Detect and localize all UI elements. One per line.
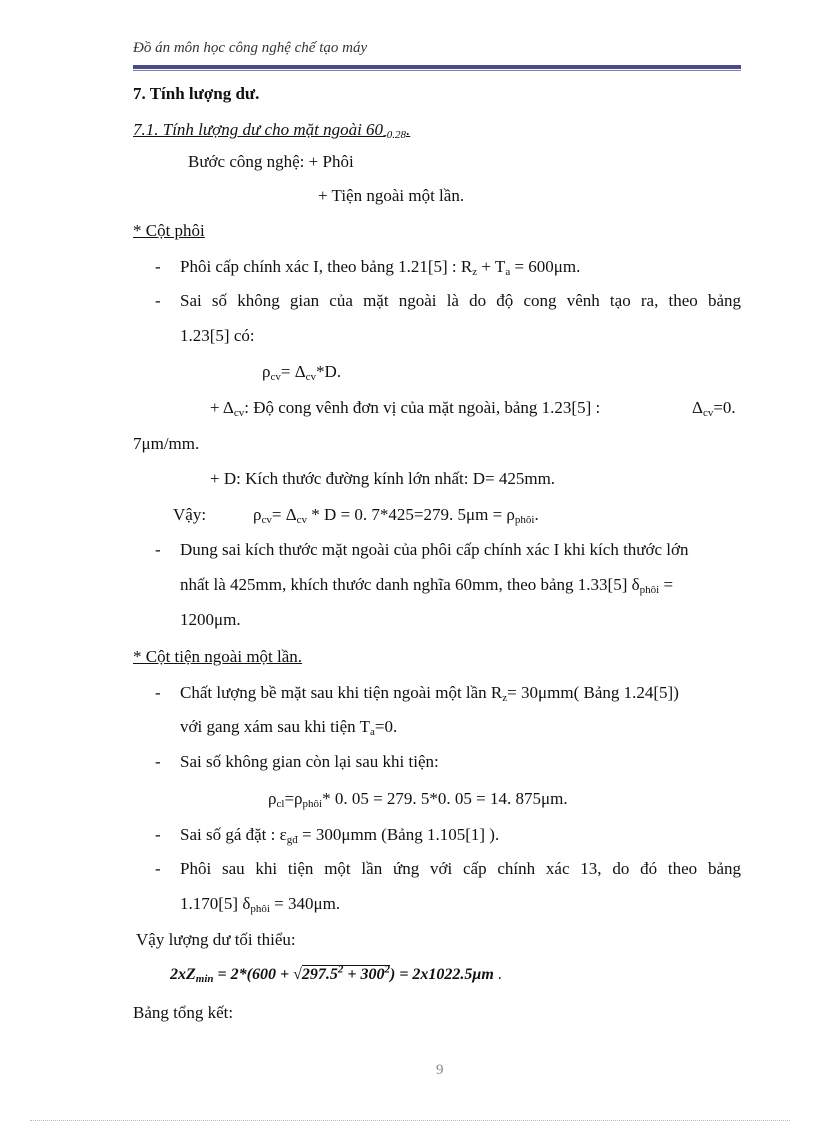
page-bottom-divider [30,1120,790,1121]
bullet-dash: - [155,752,161,771]
buoc-cong-nghe-2: + Tiện ngoài một lần. [318,186,465,205]
sai-so-con-lai-line: Sai số không gian còn lại sau khi tiện: [180,752,439,771]
dung-sai-line-1: Dung sai kích thước mặt ngoài của phôi cấp chính xác I khi kích thước lớn [180,540,689,559]
bullet-dash: - [155,825,161,844]
sai-so-line-1: Sai số không gian của mặt ngoài là do độ cong vênh tạo ra, theo bảng [180,291,741,310]
sqrt-icon: √ [293,966,302,983]
delta-cv-value: $\Delta_{cv}=0$. [692,398,736,419]
phoi-cap-line: Phôi cấp chính xác I, theo bảng 1.21[5] : $R_z + T_a = 600\mu m$. [180,257,581,278]
bullet-dash: - [155,540,161,559]
phoi-sau-tien-line-1: Phôi sau khi tiện một lần ứng với cấp chính xác 13, do đó theo bảng [180,859,741,878]
vay-luong-du-line: Vậy lượng dư tối thiểu: [136,930,296,949]
chat-luong-line-2: với gang xám sau khi tiện $T_a=0$. [180,717,398,738]
delta-cv-unit: 7μm/mm. [133,434,200,453]
sai-so-ga-dat-line: Sai số gá đặt : $\varepsilon_{gđ} = 300\mu mm$ (Bảng 1.105[1] ). [180,825,500,846]
min-allowance-formula: $2xZ_{min} = 2*(600 + √297.5^2 + 300^2) = 2x1022.5\mu m$ . [170,963,502,985]
header-rule-thick [133,65,741,69]
delta-cv-line: + $\Delta_{cv}$: Độ cong vênh đơn vị của mặt ngoài, bảng 1.23[5] : [210,398,601,419]
subsection-title: 7.1. Tính lượng dư cho mặt ngoài $60_{-0.28}$. [133,120,411,141]
rho-cv-formula: $\rho_{cv}= \Delta_{cv}*D$. [262,362,342,383]
vay-formula: $\rho_{cv}= \Delta_{cv} * D = 0$. 7*425=279. $5\mu m = \rho_{phôi}$. [253,505,539,526]
sai-so-line-2: 1.23[5] có: [180,326,255,345]
d-kich-thuoc-line: + D: Kích thước đường kính lớn nhất: D= 425mm. [210,469,556,488]
page-number: 9 [436,1062,444,1078]
bullet-dash: - [155,257,161,276]
dung-sai-line-3: 1200μm. [180,610,241,629]
buoc-cong-nghe-1: Bước công nghệ: + Phôi [188,152,354,171]
dung-sai-line-2: nhất là 425mm, khích thước danh nghĩa 60mm, theo bảng 1.33[5] $\delta_{phôi}$ = [180,575,674,596]
section-title: 7. Tính lượng dư. [133,84,260,103]
bullet-dash: - [155,291,161,310]
bullet-dash: - [155,683,161,702]
cot-tien-heading: * Cột tiện ngoài một lần. [133,647,303,666]
bang-tong-ket-line: Bảng tổng kết: [133,1003,234,1022]
phoi-sau-tien-line-2: 1.170[5] $\delta_{phôi} = 340\mu m$. [180,894,341,915]
header-rule-thin [133,70,741,71]
rho-cl-formula: $\rho_{cl}=\rho_{phôi}*$ 0. 05 = 279. 5*0. 05 = 14. 875μm. [268,789,568,810]
document-header: Đồ án môn học công nghệ chế tạo máy [133,40,368,56]
vay-label: Vậy: [173,505,207,524]
bullet-dash: - [155,859,161,878]
cot-phoi-heading: * Cột phôi [133,221,205,240]
chat-luong-line-1: Chất lượng bề mặt sau khi tiện ngoài một lần $R_z= 30\mu mm$( Bảng 1.24[5]) [180,683,679,704]
